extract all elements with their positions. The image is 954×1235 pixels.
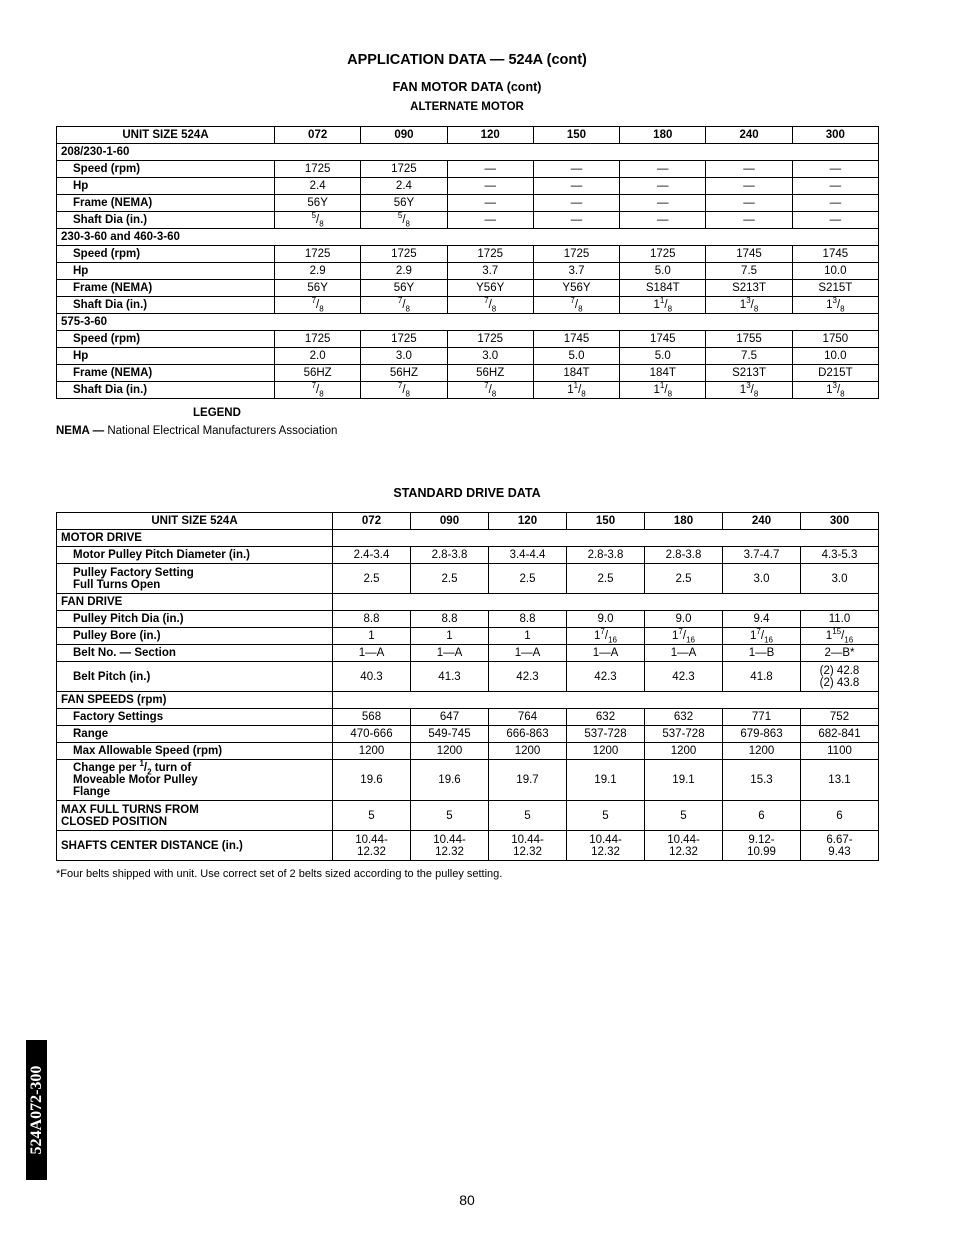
table-row (57, 161, 879, 178)
table-title-alternate-motor: ALTERNATE MOTOR (410, 101, 524, 113)
table-cell: 9.4 (723, 611, 801, 628)
table-cell: 2.0 (275, 348, 361, 365)
table-cell: $^7/_8$ (275, 382, 361, 399)
table-cell: 771 (723, 709, 801, 726)
table-cell: 10.0 (792, 348, 878, 365)
header-unit-size: UNIT SIZE 524A (57, 513, 333, 530)
table-cell: 3.0 (447, 348, 533, 365)
table-cell: 15.3 (723, 760, 801, 801)
legend-title: LEGEND (193, 407, 241, 419)
table-cell: — (447, 195, 533, 212)
table-row (57, 628, 879, 645)
table-cell: — (706, 161, 792, 178)
section-row (57, 229, 879, 246)
legend-definition: National Electrical Manufacturers Association (107, 425, 338, 437)
table-cell: 682-841 (801, 726, 879, 743)
table-cell: 9.0 (567, 611, 645, 628)
table-row (57, 709, 879, 726)
footnote: *Four belts shipped with unit. Use correct set of 2 belts sized according to the pulley setting. (56, 868, 503, 880)
table-cell: 8.8 (489, 611, 567, 628)
row-label: MAX FULL TURNS FROM CLOSED POSITION (57, 801, 333, 831)
header-col-240: 240 (706, 127, 792, 144)
header-col-180: 180 (620, 127, 706, 144)
row-label: Shaft Dia (in.) (57, 212, 275, 229)
table-cell: 3.0 (723, 564, 801, 594)
table-cell: 56Y (361, 195, 447, 212)
page-number: 80 (459, 1192, 475, 1208)
table-cell: $^5/_8$ (361, 212, 447, 229)
table-cell: 2.5 (411, 564, 489, 594)
table-cell: — (620, 161, 706, 178)
table-cell: S184T (620, 280, 706, 297)
section-row (57, 594, 879, 611)
table-cell: $1^7/_{16}$ (645, 628, 723, 645)
table-row (57, 726, 879, 743)
table-cell: 1—A (333, 645, 411, 662)
table-cell: 6.67- 9.43 (801, 831, 879, 861)
table-cell: $1^3/_8$ (706, 297, 792, 314)
table-cell: $1^1/_8$ (620, 297, 706, 314)
table-header-row (57, 513, 879, 530)
row-label: Pulley Pitch Dia (in.) (57, 611, 333, 628)
side-tab (26, 1040, 47, 1180)
table-row (57, 801, 879, 831)
table-cell: — (792, 212, 878, 229)
table-cell: 647 (411, 709, 489, 726)
table-cell: 537-728 (567, 726, 645, 743)
table-cell: 10.44- 12.32 (567, 831, 645, 861)
table-cell: 666-863 (489, 726, 567, 743)
header-col-300: 300 (792, 127, 878, 144)
table-cell: (2) 42.8 (2) 43.8 (801, 662, 879, 692)
table-cell: 568 (333, 709, 411, 726)
table-row (57, 743, 879, 760)
table-cell: 41.3 (411, 662, 489, 692)
table-cell: — (533, 178, 619, 195)
table-cell: 2.4-3.4 (333, 547, 411, 564)
legend-entry (56, 425, 337, 437)
row-label: Change per $^1/_2$ turn of Moveable Motor Pulley Flange (57, 760, 333, 801)
table-cell: 2.9 (275, 263, 361, 280)
table-cell: 1—A (645, 645, 723, 662)
table-cell: 184T (533, 365, 619, 382)
table-cell: 1—A (567, 645, 645, 662)
table-cell: S213T (706, 280, 792, 297)
table-cell: 1725 (447, 331, 533, 348)
row-label: Shaft Dia (in.) (57, 382, 275, 399)
table-cell: S213T (706, 365, 792, 382)
table-cell: — (533, 161, 619, 178)
table-cell: 7.5 (706, 348, 792, 365)
table-row (57, 212, 879, 229)
table-cell: 9.12- 10.99 (723, 831, 801, 861)
table-cell: 1725 (275, 161, 361, 178)
row-label: Frame (NEMA) (57, 280, 275, 297)
table-cell: $^7/_8$ (533, 297, 619, 314)
table-cell: 5.0 (620, 263, 706, 280)
table-cell: $1^3/_8$ (792, 297, 878, 314)
table-cell: 1745 (792, 246, 878, 263)
table-cell: — (620, 212, 706, 229)
table-cell: 13.1 (801, 760, 879, 801)
table-header-row (57, 127, 879, 144)
table-cell: 1725 (447, 246, 533, 263)
table-cell: 1200 (411, 743, 489, 760)
table-cell: 632 (567, 709, 645, 726)
section-spacer (333, 530, 879, 547)
row-label: Belt Pitch (in.) (57, 662, 333, 692)
row-label: Hp (57, 263, 275, 280)
table-cell: — (706, 195, 792, 212)
side-tab-label: 524A072-300 (27, 1065, 45, 1155)
alternate-motor-table (56, 126, 879, 399)
header-col-120: 120 (489, 513, 567, 530)
table-cell: — (447, 178, 533, 195)
table-row (57, 365, 879, 382)
table-cell: 42.3 (567, 662, 645, 692)
table-cell: 56Y (275, 195, 361, 212)
table-cell: 41.8 (723, 662, 801, 692)
table-cell: 10.44- 12.32 (645, 831, 723, 861)
table-cell: $^7/_8$ (275, 297, 361, 314)
table-cell: 3.0 (361, 348, 447, 365)
row-label: Shaft Dia (in.) (57, 297, 275, 314)
row-label: Frame (NEMA) (57, 195, 275, 212)
row-label: Pulley Bore (in.) (57, 628, 333, 645)
table-cell: 3.0 (801, 564, 879, 594)
table-cell: $1^3/_8$ (792, 382, 878, 399)
header-col-150: 150 (533, 127, 619, 144)
table-cell: — (706, 178, 792, 195)
table-cell: 6 (801, 801, 879, 831)
table-cell: 56Y (275, 280, 361, 297)
row-label: Pulley Factory Setting Full Turns Open (57, 564, 333, 594)
table-cell: $^7/_8$ (447, 382, 533, 399)
table-cell: 19.6 (411, 760, 489, 801)
table-cell: $^7/_8$ (361, 382, 447, 399)
table-cell: 5 (411, 801, 489, 831)
header-col-240: 240 (723, 513, 801, 530)
table-cell: 1100 (801, 743, 879, 760)
table-cell: $^7/_8$ (447, 297, 533, 314)
table-cell: $1^1/_8$ (620, 382, 706, 399)
table-cell: 6 (723, 801, 801, 831)
table-cell: 1—A (411, 645, 489, 662)
table-cell: — (706, 212, 792, 229)
table-cell: — (447, 161, 533, 178)
table-cell: 56Y (361, 280, 447, 297)
row-label: Motor Pulley Pitch Diameter (in.) (57, 547, 333, 564)
table-cell: 2.4 (361, 178, 447, 195)
section-label: MOTOR DRIVE (57, 530, 333, 547)
table-cell: — (620, 195, 706, 212)
header-col-300: 300 (801, 513, 879, 530)
header-col-090: 090 (361, 127, 447, 144)
table-cell: 10.44- 12.32 (489, 831, 567, 861)
section-label: 575-3-60 (57, 314, 879, 331)
table-cell: 9.0 (645, 611, 723, 628)
header-col-072: 072 (333, 513, 411, 530)
table-cell: 1—A (489, 645, 567, 662)
table-row (57, 611, 879, 628)
table-cell: — (792, 195, 878, 212)
table-cell: 1725 (275, 331, 361, 348)
table-cell: 1725 (361, 161, 447, 178)
table-cell: 5 (489, 801, 567, 831)
table-row (57, 831, 879, 861)
table-row (57, 297, 879, 314)
legend-term: NEMA — (56, 425, 105, 437)
row-label: Speed (rpm) (57, 161, 275, 178)
table-cell: 1745 (706, 246, 792, 263)
table-cell: 5.0 (533, 348, 619, 365)
table-row (57, 348, 879, 365)
table-cell: 3.7 (447, 263, 533, 280)
row-label: Speed (rpm) (57, 331, 275, 348)
table-cell: 3.4-4.4 (489, 547, 567, 564)
table-cell: 1745 (533, 331, 619, 348)
table-row (57, 760, 879, 801)
table-cell: 1 (411, 628, 489, 645)
table-row (57, 246, 879, 263)
table-cell: 11.0 (801, 611, 879, 628)
table-title-standard-drive: STANDARD DRIVE DATA (393, 486, 541, 500)
table-cell: 537-728 (645, 726, 723, 743)
table-cell: $1^1/_8$ (533, 382, 619, 399)
table-cell: 2—B* (801, 645, 879, 662)
row-label: Factory Settings (57, 709, 333, 726)
table-cell: $1^3/_8$ (706, 382, 792, 399)
table-cell: 1200 (333, 743, 411, 760)
table-row (57, 280, 879, 297)
table-cell: S215T (792, 280, 878, 297)
table-cell: — (792, 161, 878, 178)
table-cell: 1725 (620, 246, 706, 263)
table-cell: 5 (567, 801, 645, 831)
row-label: Frame (NEMA) (57, 365, 275, 382)
section-row (57, 144, 879, 161)
table-cell: 19.1 (645, 760, 723, 801)
table-cell: 752 (801, 709, 879, 726)
table-row (57, 331, 879, 348)
header-unit-size: UNIT SIZE 524A (57, 127, 275, 144)
table-cell: 1750 (792, 331, 878, 348)
section-row (57, 314, 879, 331)
section-label: FAN DRIVE (57, 594, 333, 611)
table-cell: 19.6 (333, 760, 411, 801)
section-spacer (333, 692, 879, 709)
table-cell: 632 (645, 709, 723, 726)
table-row (57, 178, 879, 195)
table-cell: 19.7 (489, 760, 567, 801)
table-cell: — (620, 178, 706, 195)
table-cell: 2.9 (361, 263, 447, 280)
table-cell: $1^{15}/_{16}$ (801, 628, 879, 645)
table-cell: 2.5 (489, 564, 567, 594)
header-col-120: 120 (447, 127, 533, 144)
row-label: Hp (57, 348, 275, 365)
table-cell: — (533, 195, 619, 212)
table-cell: 19.1 (567, 760, 645, 801)
table-cell: 10.44- 12.32 (333, 831, 411, 861)
table-cell: 2.5 (645, 564, 723, 594)
table-cell: 8.8 (411, 611, 489, 628)
table-cell: 3.7-4.7 (723, 547, 801, 564)
table-cell: 679-863 (723, 726, 801, 743)
row-label: SHAFTS CENTER DISTANCE (in.) (57, 831, 333, 861)
section-label: 208/230-1-60 (57, 144, 879, 161)
table-cell: 1725 (275, 246, 361, 263)
section-label: 230-3-60 and 460-3-60 (57, 229, 879, 246)
table-cell: 2.8-3.8 (645, 547, 723, 564)
section-subtitle: FAN MOTOR DATA (cont) (392, 80, 542, 94)
table-cell: 5.0 (620, 348, 706, 365)
table-cell: 1200 (489, 743, 567, 760)
table-cell: 2.4 (275, 178, 361, 195)
table-cell: 549-745 (411, 726, 489, 743)
table-cell: 1200 (567, 743, 645, 760)
section-row (57, 692, 879, 709)
section-spacer (333, 594, 879, 611)
table-cell: 2.5 (567, 564, 645, 594)
table-cell: 1725 (361, 331, 447, 348)
table-cell: 42.3 (645, 662, 723, 692)
page-title: APPLICATION DATA — 524A (cont) (347, 52, 587, 68)
table-cell: 2.5 (333, 564, 411, 594)
table-cell: $^5/_8$ (275, 212, 361, 229)
table-cell: 7.5 (706, 263, 792, 280)
table-cell: 1 (489, 628, 567, 645)
table-row (57, 645, 879, 662)
table-cell: 2.8-3.8 (411, 547, 489, 564)
table-cell: $1^7/_{16}$ (723, 628, 801, 645)
row-label: Max Allowable Speed (rpm) (57, 743, 333, 760)
table-cell: 1725 (533, 246, 619, 263)
table-row (57, 547, 879, 564)
row-label: Range (57, 726, 333, 743)
header-col-150: 150 (567, 513, 645, 530)
standard-drive-table (56, 512, 879, 861)
table-cell: 56HZ (361, 365, 447, 382)
table-cell: 10.44- 12.32 (411, 831, 489, 861)
table-cell: 42.3 (489, 662, 567, 692)
header-col-180: 180 (645, 513, 723, 530)
table-cell: 5 (645, 801, 723, 831)
section-label: FAN SPEEDS (rpm) (57, 692, 333, 709)
header-col-090: 090 (411, 513, 489, 530)
table-cell: 8.8 (333, 611, 411, 628)
table-cell: 184T (620, 365, 706, 382)
table-row (57, 195, 879, 212)
row-label: Hp (57, 178, 275, 195)
row-label: Belt No. — Section (57, 645, 333, 662)
table-cell: 56HZ (447, 365, 533, 382)
table-cell: 1 (333, 628, 411, 645)
table-row (57, 263, 879, 280)
table-cell: 1745 (620, 331, 706, 348)
table-cell: 470-666 (333, 726, 411, 743)
table-cell: — (533, 212, 619, 229)
table-cell: 1755 (706, 331, 792, 348)
table-cell: 5 (333, 801, 411, 831)
table-cell: 764 (489, 709, 567, 726)
table-cell: 1—B (723, 645, 801, 662)
section-row (57, 530, 879, 547)
table-cell: 56HZ (275, 365, 361, 382)
table-cell: 2.8-3.8 (567, 547, 645, 564)
table-cell: $1^7/_{16}$ (567, 628, 645, 645)
table-cell: D215T (792, 365, 878, 382)
table-cell: 3.7 (533, 263, 619, 280)
table-row (57, 662, 879, 692)
table-cell: 1200 (723, 743, 801, 760)
table-cell: Y56Y (533, 280, 619, 297)
table-cell: 4.3-5.3 (801, 547, 879, 564)
table-cell: 10.0 (792, 263, 878, 280)
header-col-072: 072 (275, 127, 361, 144)
row-label: Speed (rpm) (57, 246, 275, 263)
table-cell: Y56Y (447, 280, 533, 297)
table-row (57, 564, 879, 594)
table-cell: 40.3 (333, 662, 411, 692)
table-cell: $^7/_8$ (361, 297, 447, 314)
table-cell: 1725 (361, 246, 447, 263)
table-cell: — (792, 178, 878, 195)
table-cell: 1200 (645, 743, 723, 760)
table-row (57, 382, 879, 399)
table-cell: — (447, 212, 533, 229)
